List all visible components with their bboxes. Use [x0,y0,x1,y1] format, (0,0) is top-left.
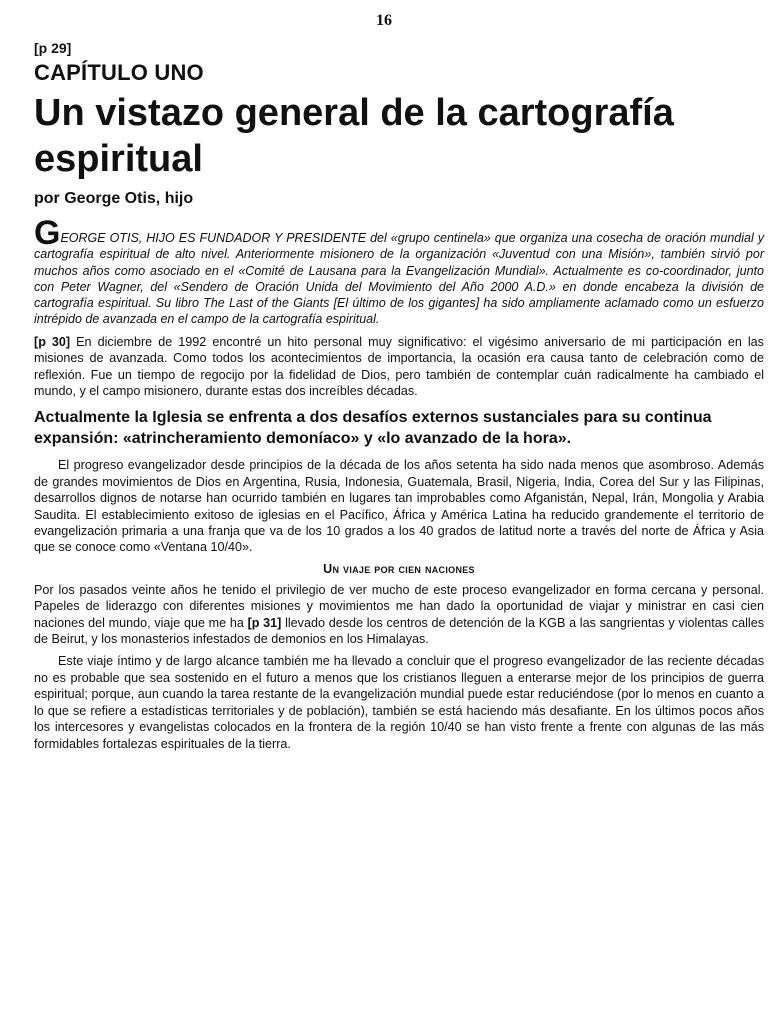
chapter-title: Un vistazo general de la cartografía espiritual [34,92,674,180]
intro-lead: EORGE OTIS, HIJO ES FUNDADOR Y PRESIDENTE [60,231,367,245]
chapter-label: CAPÍTULO UNO [34,60,204,85]
page-marker-31: [p 31] [247,615,282,630]
paragraph-1 [34,334,764,400]
paragraph-1-text: En diciembre de 1992 encontré un hito personal muy significativo: el vigésimo aniversario de mi participación en las misiones de avanzada. Como todos los acontecimientos de importancia, la ocasión era causa tanto de celebración como de reflexión. Fue un tiempo de regocijo por la fidelidad de Dios, pero también de contemplar cuán radicalmente ha cambiado el mundo, y el campo misionero, durante estas dos increíbles décadas. [34,334,764,398]
paragraph-2: El progreso evangelizador desde principios de la década de los años setenta ha sido nada menos que asombroso. Además de grandes movimientos de Dios en Argentina, Rusia, Indonesia, Guatemala, Brasil, Nigeria, India, Corea del Sur y las Filipinas, desarrollos dignos de notarse han ocurrido también en lugares tan improbables como Afganistán, Nepal, Irán, Mongolia y Arabia Saudita. El establecimiento exitoso de iglesias en el Pacífico, África y América Latina ha reducido grandemente el territorio de evangelización primaria a una franja que va de los 10 grados a los 40 grados de latitud norte a través del norte de África y Asia que se conoce como «Ventana 10/40». [34,458,764,555]
section-heading: Actualmente la Iglesia se enfrenta a dos desafíos externos sustanciales para su continua expansión: «atrincheramiento demoníaco» y «lo avanzado de la hora». [34,409,712,448]
page-content [34,40,764,758]
paragraph-3-text-after: llevado desde los centros de detención de la KGB a las sangrientas y violentas calles de Beirut, y los monasterios infestados de demonios en los Himalayas. [34,615,764,647]
page-number: 16 [376,12,392,29]
byline: por George Otis, hijo [34,190,194,207]
page-marker: [p 29] [34,40,72,56]
author-intro [34,214,765,328]
subheading: Un viaje por cien naciones [323,561,475,576]
page-marker-30: [p 30] [34,334,71,349]
drop-cap: G [34,214,61,252]
paragraph-3 [34,582,764,648]
paragraph-4: Este viaje íntimo y de largo alcance también me ha llevado a concluir que el progreso evangelizador de las reciente décadas no es probable que sea sostenido en el futuro a menos que los cristianos lleguen a enterarse mejor de los principios de guerra espiritual; porque, aun cuando la tarea restante de la evangelización mundial puede estar reduciéndose (por lo menos en cuanto a lo que se refiere a estadísticas territoriales y de población), también se está haciendo más desafiante. En los últimos pocos años los intercesores y evangelistas colocados en la frontera de la región 10/40 se han visto frente a frente con algunas de las más formidables fortalezas espirituales de la tierra. [34,654,764,751]
paragraph-3-text-before: Por los pasados veinte años he tenido el privilegio de ver mucho de este proceso evangelizador en forma cercana y personal. Papeles de liderazgo con diferentes misiones y movimientos me han dado la oportunidad de viajar y ministrar en casi cien naciones del mundo, viaje que me ha [34,582,764,630]
intro-text: del «grupo centinela» que organiza una cosecha de oración mundial y cartografía espiritual de alto nivel. Anteriormente misionero de la organización «Juventud con una Misión», también sirvió por muchos años como asociado en el «Comité de Lausana para la Evangelización Mundial». Actualmente es co-coordinador, junto con Peter Wagner, del «Sendero de Oración Unida del Movimiento del Año 2000 A.D.» en donde encabeza la división de cartografía espiritual. Su libro The Last of the Giants [El último de los gigantes] ha sido ampliamente aclamado como un esfuerzo intrépido de avanzada en el campo de la cartografía espiritual. [34,231,765,327]
